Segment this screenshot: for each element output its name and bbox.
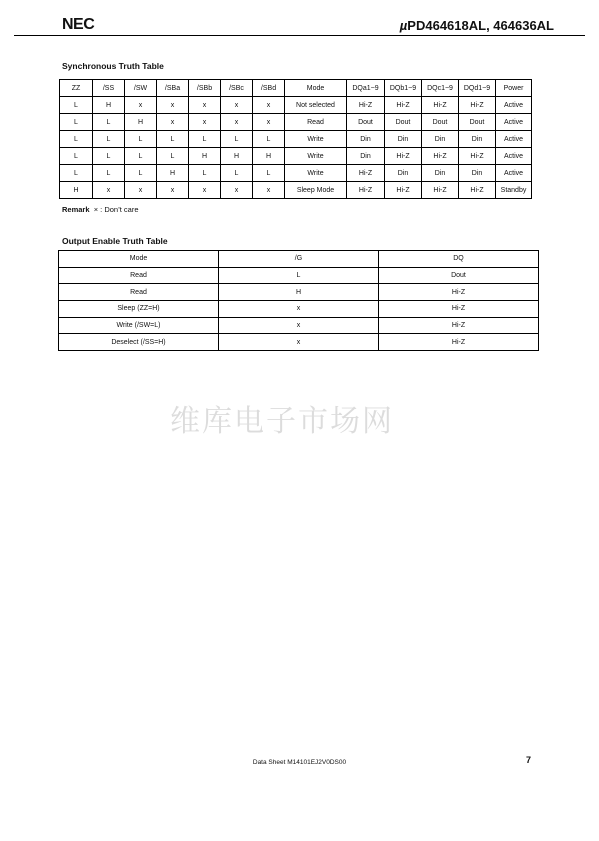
table-row: [59, 267, 539, 284]
table-cell: Hi-Z: [347, 182, 385, 199]
table-cell: Sleep (ZZ=H): [59, 301, 219, 318]
table-cell: Dout: [385, 114, 422, 131]
table-cell: Din: [459, 165, 496, 182]
sync-table-body: [60, 97, 532, 199]
column-header: Mode: [59, 251, 219, 268]
footer-doc-number: Data Sheet M14101EJ2V0DS00: [252, 759, 347, 766]
table-cell: H: [221, 148, 253, 165]
table-cell: x: [189, 97, 221, 114]
table-cell: Hi-Z: [422, 148, 459, 165]
table-cell: Din: [347, 131, 385, 148]
table-cell: x: [125, 97, 157, 114]
table-cell: Din: [422, 131, 459, 148]
table-cell: x: [219, 317, 379, 334]
table-cell: Read: [59, 284, 219, 301]
column-header: /SBc: [221, 80, 253, 97]
table-cell: Dout: [347, 114, 385, 131]
column-header: DQd1−9: [459, 80, 496, 97]
table-row: [59, 334, 539, 351]
table-cell: L: [221, 131, 253, 148]
table-cell: Active: [496, 97, 532, 114]
table-cell: L: [157, 148, 189, 165]
table-cell: H: [253, 148, 285, 165]
table-cell: Hi-Z: [422, 97, 459, 114]
table-cell: x: [253, 182, 285, 199]
synchronous-truth-table: [59, 79, 532, 199]
table-cell: Write (/SW=L): [59, 317, 219, 334]
table-row: [60, 114, 532, 131]
oe-header-row: [59, 251, 539, 268]
table-cell: L: [189, 165, 221, 182]
table-cell: Write: [285, 165, 347, 182]
table-cell: H: [60, 182, 93, 199]
table-cell: L: [125, 165, 157, 182]
table-cell: x: [125, 182, 157, 199]
remark: [62, 205, 139, 214]
table-cell: x: [157, 182, 189, 199]
table-cell: x: [219, 301, 379, 318]
oe-table-body: [59, 267, 539, 350]
table-cell: Hi-Z: [459, 148, 496, 165]
table-cell: H: [189, 148, 221, 165]
table-cell: L: [189, 131, 221, 148]
table-cell: Read: [59, 267, 219, 284]
table-cell: Write: [285, 131, 347, 148]
column-header: /SS: [93, 80, 125, 97]
table-cell: Din: [385, 165, 422, 182]
table-row: [60, 131, 532, 148]
table-row: [60, 148, 532, 165]
table-row: [59, 284, 539, 301]
table-cell: Din: [422, 165, 459, 182]
table-cell: Dout: [379, 267, 539, 284]
table-cell: x: [253, 97, 285, 114]
table-cell: Deselect (/SS=H): [59, 334, 219, 351]
table-cell: Hi-Z: [385, 148, 422, 165]
column-header: DQb1−9: [385, 80, 422, 97]
column-header: DQ: [379, 251, 539, 268]
column-header: /SW: [125, 80, 157, 97]
table-cell: Hi-Z: [379, 334, 539, 351]
table-cell: L: [219, 267, 379, 284]
table-cell: H: [125, 114, 157, 131]
column-header: /G: [219, 251, 379, 268]
table-cell: L: [93, 148, 125, 165]
table-cell: Hi-Z: [459, 97, 496, 114]
column-header: /SBb: [189, 80, 221, 97]
table-cell: Hi-Z: [347, 97, 385, 114]
column-header: DQc1−9: [422, 80, 459, 97]
table-cell: Hi-Z: [422, 182, 459, 199]
column-header: /SBa: [157, 80, 189, 97]
table-cell: Hi-Z: [379, 317, 539, 334]
table-cell: x: [221, 97, 253, 114]
table-cell: L: [125, 148, 157, 165]
column-header: Mode: [285, 80, 347, 97]
page-number: 7: [526, 755, 532, 765]
sync-header-row: [60, 80, 532, 97]
table-cell: L: [221, 165, 253, 182]
table-cell: Din: [459, 131, 496, 148]
table-cell: L: [253, 165, 285, 182]
table-cell: L: [157, 131, 189, 148]
table-cell: x: [93, 182, 125, 199]
table-cell: Hi-Z: [385, 97, 422, 114]
table-cell: Dout: [422, 114, 459, 131]
table-cell: Write: [285, 148, 347, 165]
column-header: /SBd: [253, 80, 285, 97]
table-cell: x: [221, 182, 253, 199]
table-cell: Hi-Z: [347, 165, 385, 182]
table-cell: L: [93, 114, 125, 131]
output-enable-truth-table: [58, 250, 539, 351]
table-cell: Standby: [496, 182, 532, 199]
table-cell: L: [253, 131, 285, 148]
table-cell: Hi-Z: [379, 301, 539, 318]
table-cell: H: [157, 165, 189, 182]
document-title: [400, 18, 554, 33]
table-cell: x: [157, 97, 189, 114]
title-prefix: µ: [399, 18, 408, 33]
table-row: [60, 97, 532, 114]
table-cell: Dout: [459, 114, 496, 131]
table-cell: L: [125, 131, 157, 148]
table-cell: L: [60, 165, 93, 182]
table-cell: Sleep Mode: [285, 182, 347, 199]
table-cell: Active: [496, 148, 532, 165]
sync-table-title: Synchronous Truth Table: [62, 61, 164, 71]
table-cell: Din: [385, 131, 422, 148]
nec-logo: NEC: [62, 16, 95, 33]
table-cell: H: [219, 284, 379, 301]
table-cell: Not selected: [285, 97, 347, 114]
header-rule: [14, 35, 585, 36]
table-cell: L: [93, 131, 125, 148]
table-cell: Active: [496, 131, 532, 148]
table-cell: x: [157, 114, 189, 131]
remark-text: × : Don’t care: [93, 205, 139, 214]
table-cell: L: [60, 148, 93, 165]
column-header: Power: [496, 80, 532, 97]
table-cell: Din: [347, 148, 385, 165]
column-header: ZZ: [60, 80, 93, 97]
table-cell: L: [93, 165, 125, 182]
table-row: [59, 317, 539, 334]
table-cell: Hi-Z: [385, 182, 422, 199]
table-cell: Read: [285, 114, 347, 131]
remark-label: Remark: [62, 205, 90, 214]
table-cell: Hi-Z: [379, 284, 539, 301]
table-row: [60, 182, 532, 199]
table-cell: Active: [496, 165, 532, 182]
table-cell: x: [189, 114, 221, 131]
table-cell: L: [60, 131, 93, 148]
table-row: [60, 165, 532, 182]
table-cell: L: [60, 97, 93, 114]
table-cell: Hi-Z: [459, 182, 496, 199]
table-row: [59, 301, 539, 318]
table-cell: L: [60, 114, 93, 131]
table-cell: x: [219, 334, 379, 351]
table-cell: Active: [496, 114, 532, 131]
table-cell: H: [93, 97, 125, 114]
column-header: DQa1−9: [347, 80, 385, 97]
table-cell: x: [221, 114, 253, 131]
table-cell: x: [189, 182, 221, 199]
title-text: PD464618AL, 464636AL: [407, 18, 554, 33]
oe-table-title: Output Enable Truth Table: [62, 236, 168, 246]
watermark: 维库电子市场网: [170, 404, 394, 439]
table-cell: x: [253, 114, 285, 131]
